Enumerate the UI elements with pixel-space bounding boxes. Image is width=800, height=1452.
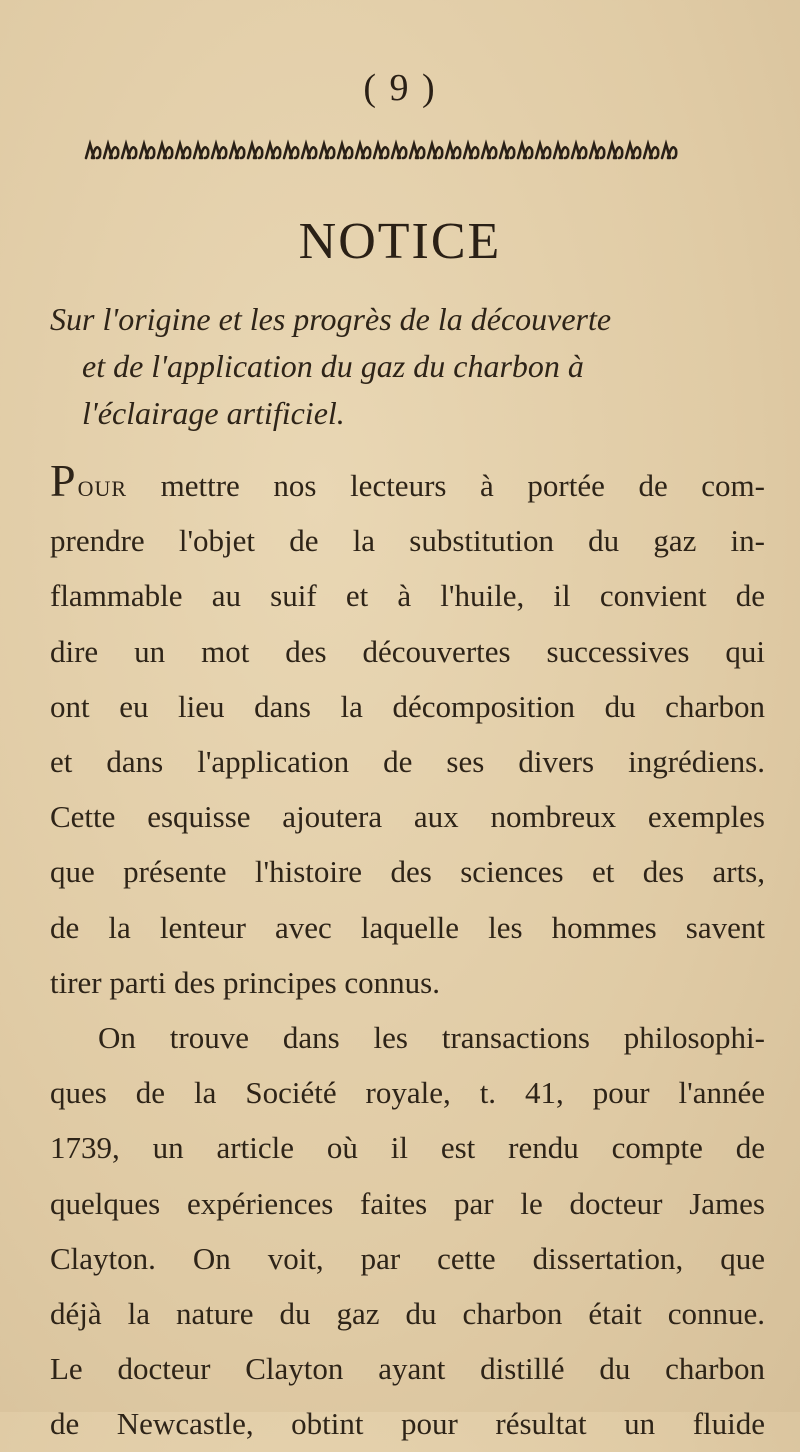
page-number: ( 9 ) — [363, 67, 437, 109]
ornament-fleuron — [518, 144, 532, 158]
body-line-17: Le docteur Clayton ayant distillé du charbon — [50, 1351, 765, 1387]
ornament-fleuron — [356, 144, 370, 158]
ornament-fleuron — [626, 144, 640, 158]
ornament-fleuron — [320, 144, 334, 158]
ornament-fleuron — [590, 144, 604, 158]
body-line-9: de la lenteur avec laquelle les hommes savent — [50, 909, 765, 945]
subtitle-line-2: et de l'application du gaz du charbon à — [82, 348, 584, 384]
ornament-fleuron — [194, 144, 208, 158]
ornament-fleuron — [410, 144, 424, 158]
ornament-fleuron — [464, 144, 478, 158]
body-line-11: On trouve dans les transactions philosophi- — [98, 1020, 765, 1056]
body-line-5: ont eu lieu dans la décomposition du charbon — [50, 688, 765, 724]
ornament-fleuron — [446, 144, 460, 158]
ornament-fleuron — [122, 144, 136, 158]
ornament-fleuron — [482, 144, 496, 158]
ornament-fleuron — [284, 144, 298, 158]
ornament-fleuron — [428, 144, 442, 158]
subtitle-line-3: l'éclairage artificiel. — [82, 395, 345, 431]
ornament-fleuron — [104, 144, 118, 158]
ornament-fleuron — [86, 144, 100, 158]
body-line-16: déjà la nature du gaz du charbon était connue. — [50, 1296, 765, 1332]
body-line-12: ques de la Société royale, t. 41, pour l'année — [50, 1075, 765, 1111]
body-text — [50, 455, 765, 1452]
body-line-18: de Newcastle, obtint pour résultat un fluide — [50, 1406, 765, 1442]
ornament-pattern — [84, 138, 678, 164]
decorative-border-ornament — [84, 138, 678, 164]
ornament-fleuron — [572, 144, 586, 158]
ornament-fleuron — [248, 144, 262, 158]
body-line-15: Clayton. On voit, par cette dissertation, que — [50, 1240, 765, 1276]
body-line-6: et dans l'application de ses divers ingrédiens. — [50, 744, 765, 780]
ornament-fleuron — [500, 144, 514, 158]
body-line-8: que présente l'histoire des sciences et des arts, — [50, 854, 765, 890]
body-line-13: 1739, un article où il est rendu compte de — [50, 1130, 765, 1166]
ornament-fleuron — [266, 144, 280, 158]
ornament-fleuron — [176, 144, 190, 158]
ornament-fleuron — [374, 144, 388, 158]
ornament-fleuron — [392, 144, 406, 158]
body-line-7: Cette esquisse ajoutera aux nombreux exemples — [50, 799, 765, 835]
body-line-1 — [50, 455, 765, 513]
ornament-fleuron — [140, 144, 154, 158]
body-line-4: dire un mot des découvertes successives qui — [50, 633, 765, 669]
subtitle — [50, 296, 750, 437]
body-line-10: tirer parti des principes connus. — [50, 964, 440, 1000]
subtitle-line-1: Sur l'origine et les progrès de la découverte — [50, 301, 612, 337]
ornament-fleuron — [644, 144, 658, 158]
ornament-fleuron — [536, 144, 550, 158]
drop-cap: P — [50, 455, 76, 506]
ornament-fleuron — [662, 144, 676, 158]
page-title: NOTICE — [298, 213, 502, 270]
ornament-fleuron — [302, 144, 316, 158]
body-line-14: quelques expériences faites par le docteur James — [50, 1185, 765, 1221]
ornament-fleuron — [212, 144, 226, 158]
ornament-fleuron — [338, 144, 352, 158]
first-word-rest: our — [77, 468, 128, 503]
first-line-rest: mettre nos lecteurs à portée de com- — [127, 468, 765, 503]
body-line-3: flammable au suif et à l'huile, il convient de — [50, 578, 765, 614]
body-line-2: prendre l'objet de la substitution du gaz in- — [50, 523, 765, 559]
ornament-fleuron — [230, 144, 244, 158]
ornament-fleuron — [158, 144, 172, 158]
ornament-fleuron — [554, 144, 568, 158]
ornament-fleuron — [608, 144, 622, 158]
